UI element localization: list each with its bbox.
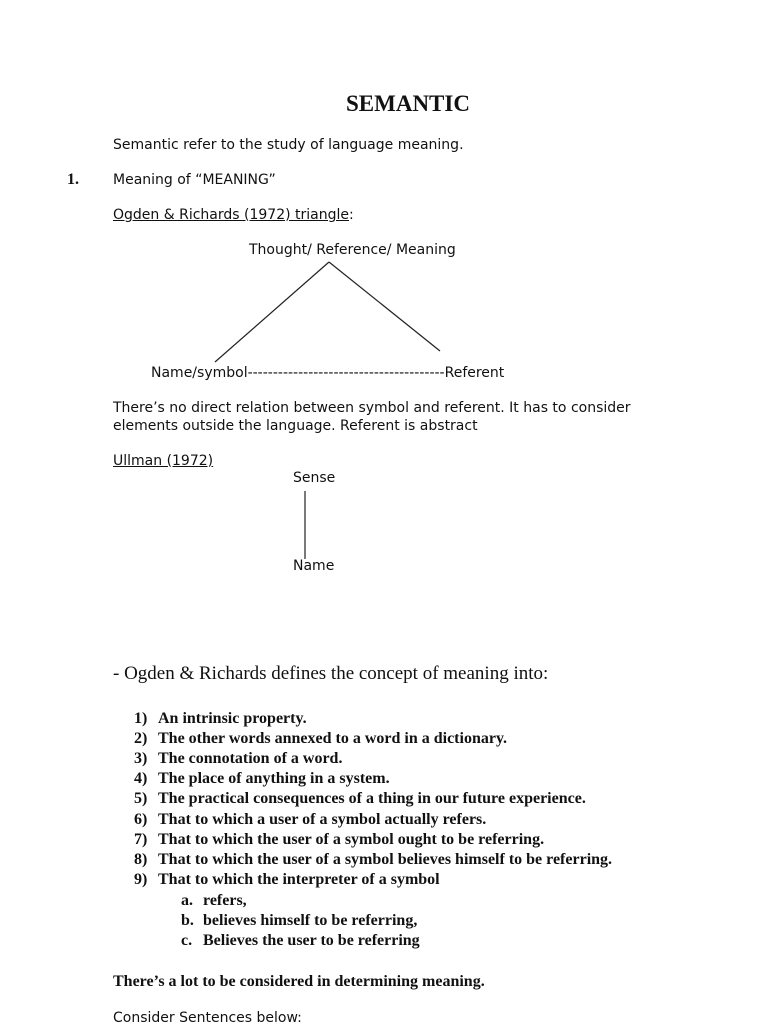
sub-list-letter: a. <box>181 892 193 909</box>
triangle-base-dashes: --------------------------------------- <box>247 365 445 381</box>
sub-list-text: believes himself to be referring, <box>203 912 418 929</box>
list-number: 5) <box>134 790 148 807</box>
intro-text: Semantic refer to the study of language meaning. <box>113 137 464 153</box>
explanation-line-1: There’s no direct relation between symbol and referent. It has to consider <box>113 400 631 416</box>
list-number: 6) <box>134 811 148 828</box>
list-text: The practical consequences of a thing in our future experience. <box>158 790 586 807</box>
sub-list-letter: c. <box>181 932 193 949</box>
explanation-line-2: elements outside the language. Referent is abstract <box>113 418 478 434</box>
triangle-base-row <box>151 365 504 381</box>
list-item <box>134 871 440 889</box>
sub-list-letter: b. <box>181 912 194 929</box>
section-heading: Meaning of “MEANING” <box>113 172 276 188</box>
sub-list-item <box>181 932 420 950</box>
ullman-sense-label: Sense <box>293 470 336 486</box>
list-number: 3) <box>134 750 148 767</box>
ogden-triangle-title: Ogden & Richards (1972) triangle <box>113 207 349 223</box>
sub-list-item <box>181 892 247 910</box>
list-number: 7) <box>134 831 148 848</box>
list-text: The other words annexed to a word in a dictionary. <box>158 730 508 747</box>
list-text: The connotation of a word. <box>158 750 343 767</box>
consider-text: Consider Sentences below: <box>113 1010 302 1026</box>
sub-list-item <box>181 912 417 930</box>
list-item <box>134 710 307 728</box>
triangle-top-label: Thought/ Reference/ Meaning <box>249 242 456 258</box>
list-number: 1) <box>134 710 148 727</box>
ullman-label: Ullman (1972) <box>113 453 214 469</box>
triangle-right-label: Referent <box>444 365 505 381</box>
list-item <box>134 750 342 768</box>
page-title: SEMANTIC <box>346 91 470 116</box>
list-number: 8) <box>134 851 148 868</box>
list-text: The place of anything in a system. <box>158 770 390 787</box>
list-text: That to which a user of a symbol actually refers. <box>158 811 487 828</box>
list-number: 9) <box>134 871 148 888</box>
list-text: An intrinsic property. <box>158 710 307 727</box>
list-text: That to which the user of a symbol believes himself to be referring. <box>158 851 613 868</box>
triangle-left-label: Name/symbol <box>151 365 248 381</box>
ullman-name-label: Name <box>293 558 335 574</box>
list-number: 2) <box>134 730 148 747</box>
list-text: That to which the interpreter of a symbol <box>158 871 440 888</box>
defines-heading: - Ogden & Richards defines the concept of meaning into: <box>113 663 549 684</box>
conclusion-text: There’s a lot to be considered in determining meaning. <box>113 973 485 990</box>
list-item <box>134 790 586 808</box>
ogden-colon: : <box>348 207 354 223</box>
sub-list-text: Believes the user to be referring <box>203 932 420 949</box>
list-item <box>134 851 612 869</box>
list-number: 4) <box>134 770 148 787</box>
list-item <box>134 730 507 748</box>
list-text: That to which the user of a symbol ought to be referring. <box>158 831 545 848</box>
sub-list-text: refers, <box>203 892 247 909</box>
list-item <box>134 811 486 829</box>
triangle-left-edge <box>215 262 329 362</box>
section-number: 1. <box>67 171 79 188</box>
list-item <box>134 831 544 849</box>
list-item <box>134 770 390 788</box>
triangle-right-edge <box>329 262 440 351</box>
